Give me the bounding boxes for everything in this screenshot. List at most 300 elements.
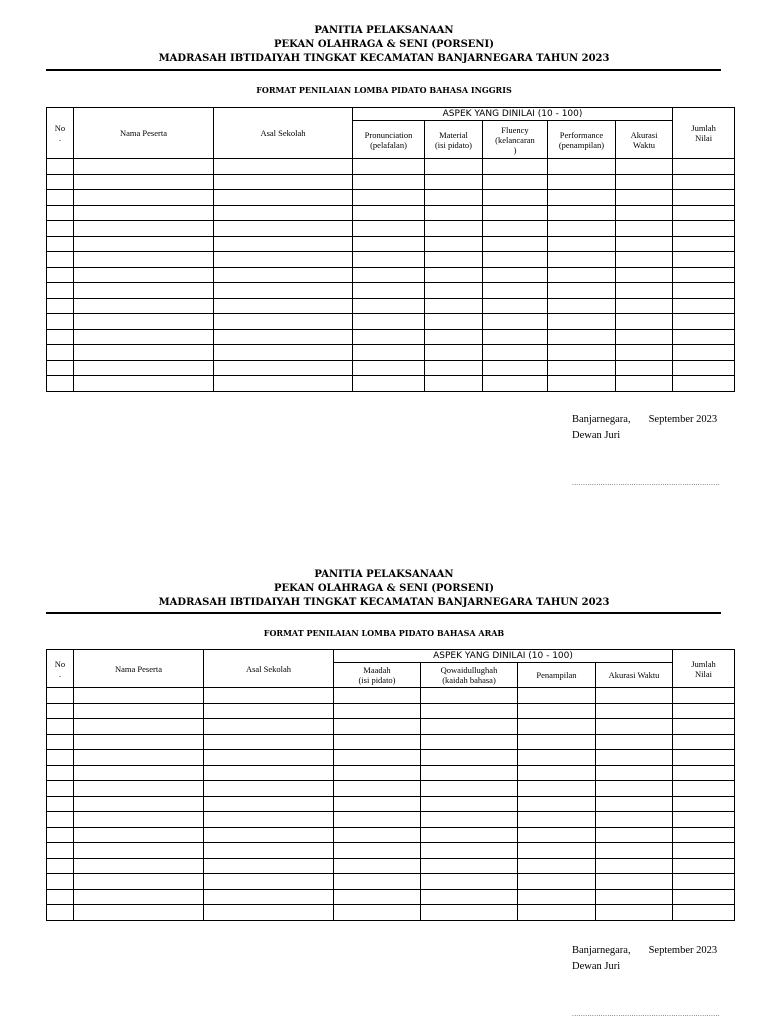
table-cell[interactable] [548,190,616,206]
table-cell[interactable] [483,159,548,175]
table-cell[interactable] [616,376,673,392]
table-cell[interactable] [425,360,483,376]
table-cell[interactable] [596,843,673,859]
table-cell[interactable] [214,298,353,314]
table-cell[interactable] [74,345,214,361]
col-pronunciation-sub: (pelafalan) [370,139,407,150]
table-cell[interactable] [616,205,673,221]
header-committee: PANITIA PELAKSANAAN [314,25,454,36]
table-cell[interactable] [204,719,334,735]
score-table-body [47,688,735,921]
col-material-title: Material [439,129,468,140]
table-cell[interactable] [596,812,673,828]
table-cell[interactable] [518,765,596,781]
table-cell[interactable] [47,252,74,268]
table-cell[interactable] [673,827,735,843]
table-cell[interactable] [47,812,74,828]
table-cell[interactable] [334,781,421,797]
table-cell[interactable] [353,252,425,268]
table-cell[interactable] [483,314,548,330]
table-cell[interactable] [204,688,334,704]
table-cell[interactable] [616,221,673,237]
table-cell[interactable] [596,858,673,874]
table-cell[interactable] [548,376,616,392]
table-cell[interactable] [548,298,616,314]
table-cell[interactable] [74,858,204,874]
table-cell[interactable] [673,750,735,766]
table-cell[interactable] [548,329,616,345]
table-cell[interactable] [548,283,616,299]
table-cell[interactable] [214,221,353,237]
table-cell[interactable] [616,283,673,299]
table-cell[interactable] [673,376,735,392]
table-cell[interactable] [74,843,204,859]
table-cell[interactable] [204,843,334,859]
table-cell[interactable] [47,205,74,221]
col-jumlah-nilai [673,650,735,688]
table-cell[interactable] [47,889,74,905]
table-row [47,719,735,735]
table-cell[interactable] [47,874,74,890]
table-row [47,781,735,797]
header-event: PEKAN OLAHRAGA & SENI (PORSENI) [274,39,494,50]
table-cell[interactable] [425,345,483,361]
table-cell[interactable] [353,236,425,252]
table-cell[interactable] [421,843,518,859]
table-cell[interactable] [214,376,353,392]
table-cell[interactable] [421,889,518,905]
table-cell[interactable] [353,298,425,314]
table-cell[interactable] [353,205,425,221]
table-cell[interactable] [673,329,735,345]
table-cell[interactable] [334,719,421,735]
table-cell[interactable] [548,252,616,268]
table-cell[interactable] [548,205,616,221]
table-cell[interactable] [673,703,735,719]
table-cell[interactable] [214,252,353,268]
table-cell[interactable] [334,734,421,750]
col-maadah-sub: (isi pidato) [358,675,396,685]
table-cell[interactable] [596,750,673,766]
table-cell[interactable] [518,688,596,704]
table-cell[interactable] [334,688,421,704]
table-cell[interactable] [673,905,735,921]
table-cell[interactable] [518,905,596,921]
table-cell[interactable] [47,267,74,283]
table-cell[interactable] [616,298,673,314]
table-cell[interactable] [596,719,673,735]
table-cell[interactable] [425,221,483,237]
table-cell[interactable] [204,874,334,890]
table-cell[interactable] [518,843,596,859]
table-cell[interactable] [421,703,518,719]
table-cell[interactable] [673,734,735,750]
table-cell[interactable] [518,781,596,797]
col-material-sub: (isi pidato) [434,139,473,150]
table-cell[interactable] [74,874,204,890]
table-cell[interactable] [47,703,74,719]
col-aspek-group: ASPEK YANG DINILAI (10 - 100) [334,650,673,663]
table-cell[interactable] [214,267,353,283]
table-cell[interactable] [425,236,483,252]
table-cell[interactable] [74,329,214,345]
table-cell[interactable] [74,360,214,376]
table-cell[interactable] [214,329,353,345]
table-cell[interactable] [673,252,735,268]
table-cell[interactable] [214,283,353,299]
col-akurasi-title: Akurasi [630,129,658,140]
table-cell[interactable] [673,858,735,874]
table-cell[interactable] [616,159,673,175]
table-cell[interactable] [334,889,421,905]
col-pronunciation [353,121,425,159]
table-row [47,345,735,361]
table-cell[interactable] [214,360,353,376]
form-title: FORMAT PENILAIAN LOMBA PIDATO BAHASA INGGRIS [256,85,512,95]
table-cell[interactable] [47,174,74,190]
table-cell[interactable] [74,298,214,314]
col-no [47,650,74,688]
table-cell[interactable] [596,889,673,905]
table-cell[interactable] [74,221,214,237]
table-row [47,267,735,283]
table-cell[interactable] [47,827,74,843]
table-cell[interactable] [353,376,425,392]
table-cell[interactable] [47,734,74,750]
table-cell[interactable] [518,827,596,843]
table-cell[interactable] [47,781,74,797]
table-cell[interactable] [673,889,735,905]
table-cell[interactable] [74,781,204,797]
table-cell[interactable] [421,812,518,828]
table-cell[interactable] [334,812,421,828]
table-row [47,159,735,175]
table-cell[interactable] [425,190,483,206]
table-cell[interactable] [204,796,334,812]
table-cell[interactable] [518,796,596,812]
table-cell[interactable] [483,205,548,221]
table-cell[interactable] [353,360,425,376]
table-cell[interactable] [518,750,596,766]
table-cell[interactable] [334,703,421,719]
table-cell[interactable] [425,174,483,190]
table-cell[interactable] [483,283,548,299]
table-cell[interactable] [421,734,518,750]
table-cell[interactable] [353,190,425,206]
table-cell[interactable] [673,688,735,704]
table-cell[interactable] [74,719,204,735]
table-cell[interactable] [673,236,735,252]
table-cell[interactable] [616,329,673,345]
table-cell[interactable] [483,236,548,252]
table-cell[interactable] [74,283,214,299]
col-nilai-label: Nilai [695,133,713,143]
table-cell[interactable] [47,329,74,345]
table-cell[interactable] [47,750,74,766]
table-cell[interactable] [214,345,353,361]
table-cell[interactable] [548,174,616,190]
col-no [47,108,74,159]
table-cell[interactable] [334,905,421,921]
table-cell[interactable] [483,174,548,190]
table-cell[interactable] [421,781,518,797]
col-fluency-title: Fluency [501,124,529,135]
table-cell[interactable] [425,314,483,330]
table-cell[interactable] [353,345,425,361]
table-cell[interactable] [334,765,421,781]
table-cell[interactable] [483,360,548,376]
table-cell[interactable] [673,283,735,299]
col-no-label: No [54,123,66,133]
score-table [46,649,735,921]
table-row [47,298,735,314]
table-cell[interactable] [204,750,334,766]
table-cell[interactable] [518,734,596,750]
signature-block [572,412,717,444]
table-cell[interactable] [74,827,204,843]
table-cell[interactable] [616,236,673,252]
table-cell[interactable] [425,329,483,345]
table-row [47,765,735,781]
table-cell[interactable] [673,267,735,283]
table-cell[interactable] [353,267,425,283]
table-row [47,376,735,392]
table-cell[interactable] [425,205,483,221]
table-cell[interactable] [673,174,735,190]
table-cell[interactable] [204,858,334,874]
table-cell[interactable] [47,236,74,252]
table-cell[interactable] [214,314,353,330]
table-cell[interactable] [673,159,735,175]
table-cell[interactable] [47,719,74,735]
table-cell[interactable] [673,190,735,206]
table-cell[interactable] [421,765,518,781]
table-cell[interactable] [483,345,548,361]
table-cell[interactable] [483,190,548,206]
table-cell[interactable] [204,781,334,797]
table-cell[interactable] [518,858,596,874]
table-cell[interactable] [421,874,518,890]
col-no-dot: . [58,668,62,679]
table-row [47,314,735,330]
table-cell[interactable] [204,734,334,750]
table-cell[interactable] [204,889,334,905]
table-cell[interactable] [421,905,518,921]
table-cell[interactable] [74,703,204,719]
table-cell[interactable] [74,889,204,905]
table-cell[interactable] [334,827,421,843]
table-row [47,236,735,252]
table-cell[interactable] [425,376,483,392]
table-cell[interactable] [425,298,483,314]
table-cell[interactable] [548,159,616,175]
table-row [47,858,735,874]
col-penampilan: Penampilan [518,663,596,688]
table-cell[interactable] [74,376,214,392]
table-cell[interactable] [334,796,421,812]
signature-role: Dewan Juri [572,430,621,441]
table-cell[interactable] [74,905,204,921]
table-row [47,889,735,905]
table-cell[interactable] [74,174,214,190]
table-cell[interactable] [483,221,548,237]
signature-line: ................................................................... [572,1011,720,1018]
table-cell[interactable] [74,267,214,283]
table-row [47,843,735,859]
table-cell[interactable] [483,252,548,268]
table-cell[interactable] [596,734,673,750]
table-cell[interactable] [421,827,518,843]
table-cell[interactable] [421,688,518,704]
table-cell[interactable] [673,345,735,361]
table-cell[interactable] [616,174,673,190]
table-cell[interactable] [673,796,735,812]
table-cell[interactable] [425,283,483,299]
table-cell[interactable] [74,750,204,766]
table-row [47,905,735,921]
table-cell[interactable] [673,719,735,735]
table-cell[interactable] [548,345,616,361]
table-cell[interactable] [353,174,425,190]
table-cell[interactable] [214,159,353,175]
table-cell[interactable] [596,796,673,812]
table-cell[interactable] [548,221,616,237]
table-cell[interactable] [616,252,673,268]
table-cell[interactable] [518,874,596,890]
table-cell[interactable] [518,703,596,719]
table-cell[interactable] [47,360,74,376]
table-cell[interactable] [616,345,673,361]
table-cell[interactable] [518,812,596,828]
table-cell[interactable] [673,812,735,828]
table-cell[interactable] [74,765,204,781]
table-cell[interactable] [47,796,74,812]
col-no-label: No [54,658,66,669]
table-cell[interactable] [673,298,735,314]
table-cell[interactable] [548,314,616,330]
table-cell[interactable] [214,205,353,221]
table-cell[interactable] [204,905,334,921]
table-cell[interactable] [47,858,74,874]
table-cell[interactable] [483,298,548,314]
table-cell[interactable] [548,360,616,376]
table-cell[interactable] [47,765,74,781]
table-cell[interactable] [596,827,673,843]
table-cell[interactable] [214,190,353,206]
col-nilai-label: Nilai [695,668,713,679]
table-cell[interactable] [673,205,735,221]
table-cell[interactable] [616,314,673,330]
table-cell[interactable] [596,905,673,921]
table-cell[interactable] [47,298,74,314]
table-cell[interactable] [673,843,735,859]
table-cell[interactable] [334,858,421,874]
table-cell[interactable] [548,236,616,252]
table-cell[interactable] [214,174,353,190]
table-cell[interactable] [596,781,673,797]
table-cell[interactable] [596,703,673,719]
table-cell[interactable] [334,843,421,859]
table-cell[interactable] [74,734,204,750]
table-cell[interactable] [204,812,334,828]
table-cell[interactable] [74,236,214,252]
table-cell[interactable] [47,283,74,299]
table-cell[interactable] [74,252,214,268]
col-no-dot: . [58,133,62,143]
form-title: FORMAT PENILAIAN LOMBA PIDATO BAHASA ARAB [263,628,505,638]
table-cell[interactable] [421,858,518,874]
table-row [47,750,735,766]
table-cell[interactable] [483,376,548,392]
table-cell[interactable] [204,703,334,719]
table-cell[interactable] [47,190,74,206]
table-cell[interactable] [74,190,214,206]
table-cell[interactable] [47,221,74,237]
table-cell[interactable] [616,267,673,283]
table-cell[interactable] [421,750,518,766]
table-cell[interactable] [47,905,74,921]
table-cell[interactable] [74,205,214,221]
table-cell[interactable] [673,874,735,890]
table-cell[interactable] [74,314,214,330]
table-cell[interactable] [518,719,596,735]
table-cell[interactable] [518,889,596,905]
table-cell[interactable] [334,874,421,890]
table-row [47,283,735,299]
table-cell[interactable] [353,314,425,330]
table-cell[interactable] [421,719,518,735]
table-cell[interactable] [204,827,334,843]
table-cell[interactable] [74,796,204,812]
table-cell[interactable] [214,236,353,252]
table-cell[interactable] [47,159,74,175]
table-cell[interactable] [425,252,483,268]
signature-place: Banjarnegara, [572,414,631,425]
signature-line: ................................................................... [572,480,720,487]
table-cell[interactable] [74,159,214,175]
table-cell[interactable] [596,765,673,781]
table-cell[interactable] [74,688,204,704]
table-cell[interactable] [353,329,425,345]
table-cell[interactable] [673,765,735,781]
table-cell[interactable] [353,221,425,237]
table-cell[interactable] [673,781,735,797]
table-cell[interactable] [616,360,673,376]
table-cell[interactable] [204,765,334,781]
table-cell[interactable] [596,688,673,704]
table-cell[interactable] [596,874,673,890]
table-cell[interactable] [483,267,548,283]
table-cell[interactable] [334,750,421,766]
table-cell[interactable] [353,283,425,299]
table-cell[interactable] [425,159,483,175]
table-cell[interactable] [47,688,74,704]
table-cell[interactable] [673,314,735,330]
table-cell[interactable] [47,314,74,330]
table-cell[interactable] [425,267,483,283]
table-cell[interactable] [616,190,673,206]
table-cell[interactable] [47,345,74,361]
table-cell[interactable] [673,360,735,376]
table-cell[interactable] [421,796,518,812]
table-cell[interactable] [74,812,204,828]
table-cell[interactable] [353,159,425,175]
table-cell[interactable] [548,267,616,283]
table-cell[interactable] [47,376,74,392]
table-cell[interactable] [47,843,74,859]
table-cell[interactable] [483,329,548,345]
table-cell[interactable] [673,221,735,237]
